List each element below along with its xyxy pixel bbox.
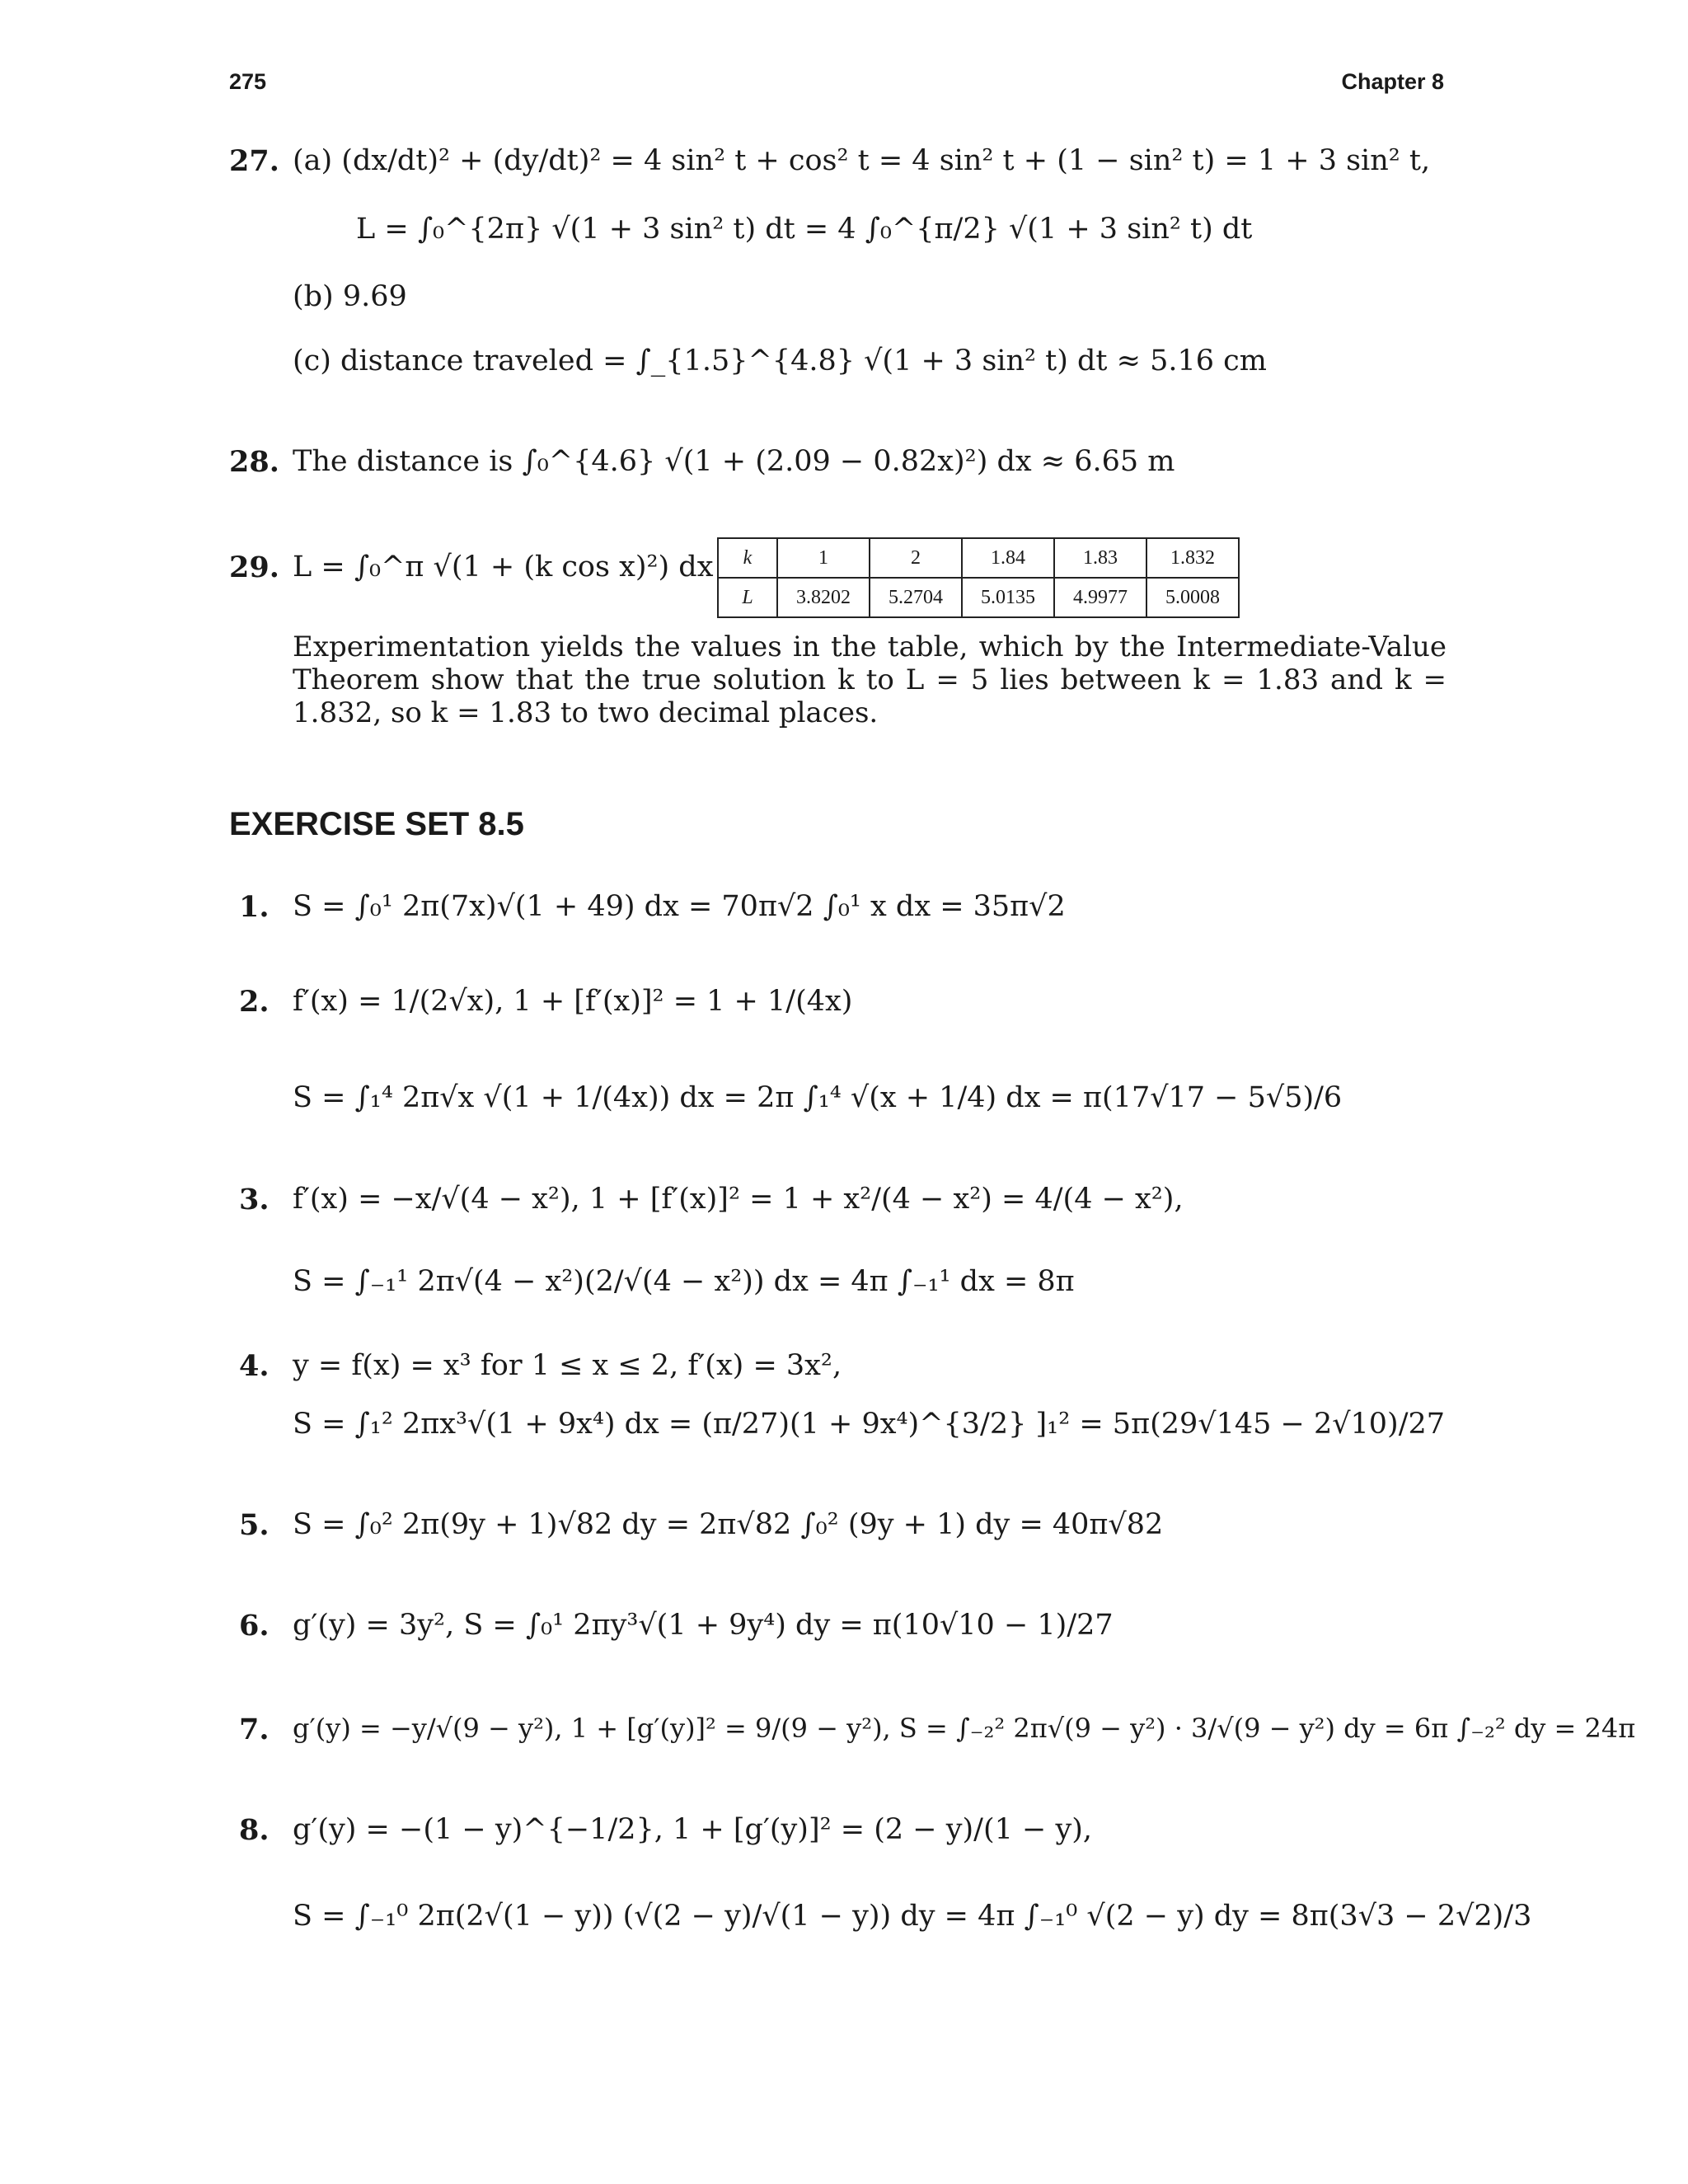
exercise-number: 1. (239, 890, 270, 924)
table-cell: 5.0008 (1146, 578, 1239, 617)
exercise-line: f′(x) = 1/(2√x), 1 + [f′(x)]² = 1 + 1/(4x) (293, 985, 853, 1018)
table-cell: 1.84 (962, 538, 1054, 578)
exercise-number: 6. (239, 1609, 270, 1643)
exercise-number: 2. (239, 985, 270, 1019)
table-cell: 3.8202 (777, 578, 870, 617)
exercise-line: S = ∫₁⁴ 2π√x √(1 + 1/(4x)) dx = 2π ∫₁⁴ √(x + 1/4) dx = π(17√17 − 5√5)/6 (293, 1081, 1343, 1114)
table-cell: 2 (870, 538, 962, 578)
problem-number: 29. (229, 551, 279, 584)
problem-line: The distance is ∫₀^{4.6} √(1 + (2.09 − 0.82x)²) dx ≈ 6.65 m (293, 445, 1175, 478)
table-cell: 4.9977 (1054, 578, 1146, 617)
table-cell: 5.0135 (962, 578, 1054, 617)
problem-line: (a) (dx/dt)² + (dy/dt)² = 4 sin² t + cos² t = 4 sin² t + (1 − sin² t) = 1 + 3 sin² t, (293, 144, 1431, 177)
exercise-line: S = ∫₀¹ 2π(7x)√(1 + 49) dx = 70π√2 ∫₀¹ x dx = 35π√2 (293, 890, 1066, 923)
table-cell: 1 (777, 538, 870, 578)
problem-line: (b) 9.69 (293, 280, 407, 313)
table-cell: 1.832 (1146, 538, 1239, 578)
table-row (718, 578, 1239, 617)
exercise-number: 7. (239, 1713, 270, 1746)
exercise-line: S = ∫₋₁⁰ 2π(2√(1 − y)) (√(2 − y)/√(1 − y)) dy = 4π ∫₋₁⁰ √(2 − y) dy = 8π(3√3 − 2√2)/3 (293, 1900, 1532, 1933)
table-row (718, 538, 1239, 578)
problem-line: L = ∫₀^{2π} √(1 + 3 sin² t) dt = 4 ∫₀^{π/2} √(1 + 3 sin² t) dt (356, 213, 1253, 246)
table-cell: 5.2704 (870, 578, 962, 617)
exercise-number: 8. (239, 1813, 270, 1847)
problem-number: 28. (229, 445, 279, 479)
problem-line: (c) distance traveled = ∫_{1.5}^{4.8} √(1 + 3 sin² t) dt ≈ 5.16 cm (293, 344, 1267, 377)
exercise-line: S = ∫₋₁¹ 2π√(4 − x²)(2/√(4 − x²)) dx = 4π ∫₋₁¹ dx = 8π (293, 1265, 1075, 1298)
arc-length-table (717, 537, 1240, 618)
problem-number: 27. (229, 144, 279, 178)
exercise-line: g′(y) = −y/√(9 − y²), 1 + [g′(y)]² = 9/(9 − y²), S = ∫₋₂² 2π√(9 − y²) · 3/√(9 − y²) dy = 6π ∫₋₂² dy = 24π (293, 1713, 1636, 1744)
exercise-number: 3. (239, 1183, 270, 1216)
exercise-number: 5. (239, 1508, 270, 1542)
explanation-paragraph: Experimentation yields the values in the table, which by the Intermediate-Value Theorem show that the true solution k to L = 5 lies between k = 1.83 and k = 1.832, so k = 1.83 to two decimal places. (293, 630, 1447, 729)
exercise-line: S = ∫₁² 2πx³√(1 + 9x⁴) dx = (π/27)(1 + 9x⁴)^{3/2} ]₁² = 5π(29√145 − 2√10)/27 (293, 1408, 1446, 1441)
exercise-line: g′(y) = −(1 − y)^{−1/2}, 1 + [g′(y)]² = (2 − y)/(1 − y), (293, 1813, 1093, 1846)
page-number: 275 (229, 69, 267, 94)
exercise-line: g′(y) = 3y², S = ∫₀¹ 2πy³√(1 + 9y⁴) dy = π(10√10 − 1)/27 (293, 1609, 1114, 1642)
exercise-line: f′(x) = −x/√(4 − x²), 1 + [f′(x)]² = 1 + x²/(4 − x²) = 4/(4 − x²), (293, 1183, 1184, 1216)
problem-line: L = ∫₀^π √(1 + (k cos x)²) dx (293, 551, 714, 583)
table-cell: 1.83 (1054, 538, 1146, 578)
exercise-line: y = f(x) = x³ for 1 ≤ x ≤ 2, f′(x) = 3x², (293, 1349, 842, 1382)
chapter-title: Chapter 8 (1341, 69, 1444, 94)
exercise-number: 4. (239, 1349, 270, 1383)
table-header-k: k (718, 538, 777, 578)
table-header-L: L (718, 578, 777, 617)
exercise-line: S = ∫₀² 2π(9y + 1)√82 dy = 2π√82 ∫₀² (9y + 1) dy = 40π√82 (293, 1508, 1164, 1541)
section-title: EXERCISE SET 8.5 (229, 806, 524, 842)
